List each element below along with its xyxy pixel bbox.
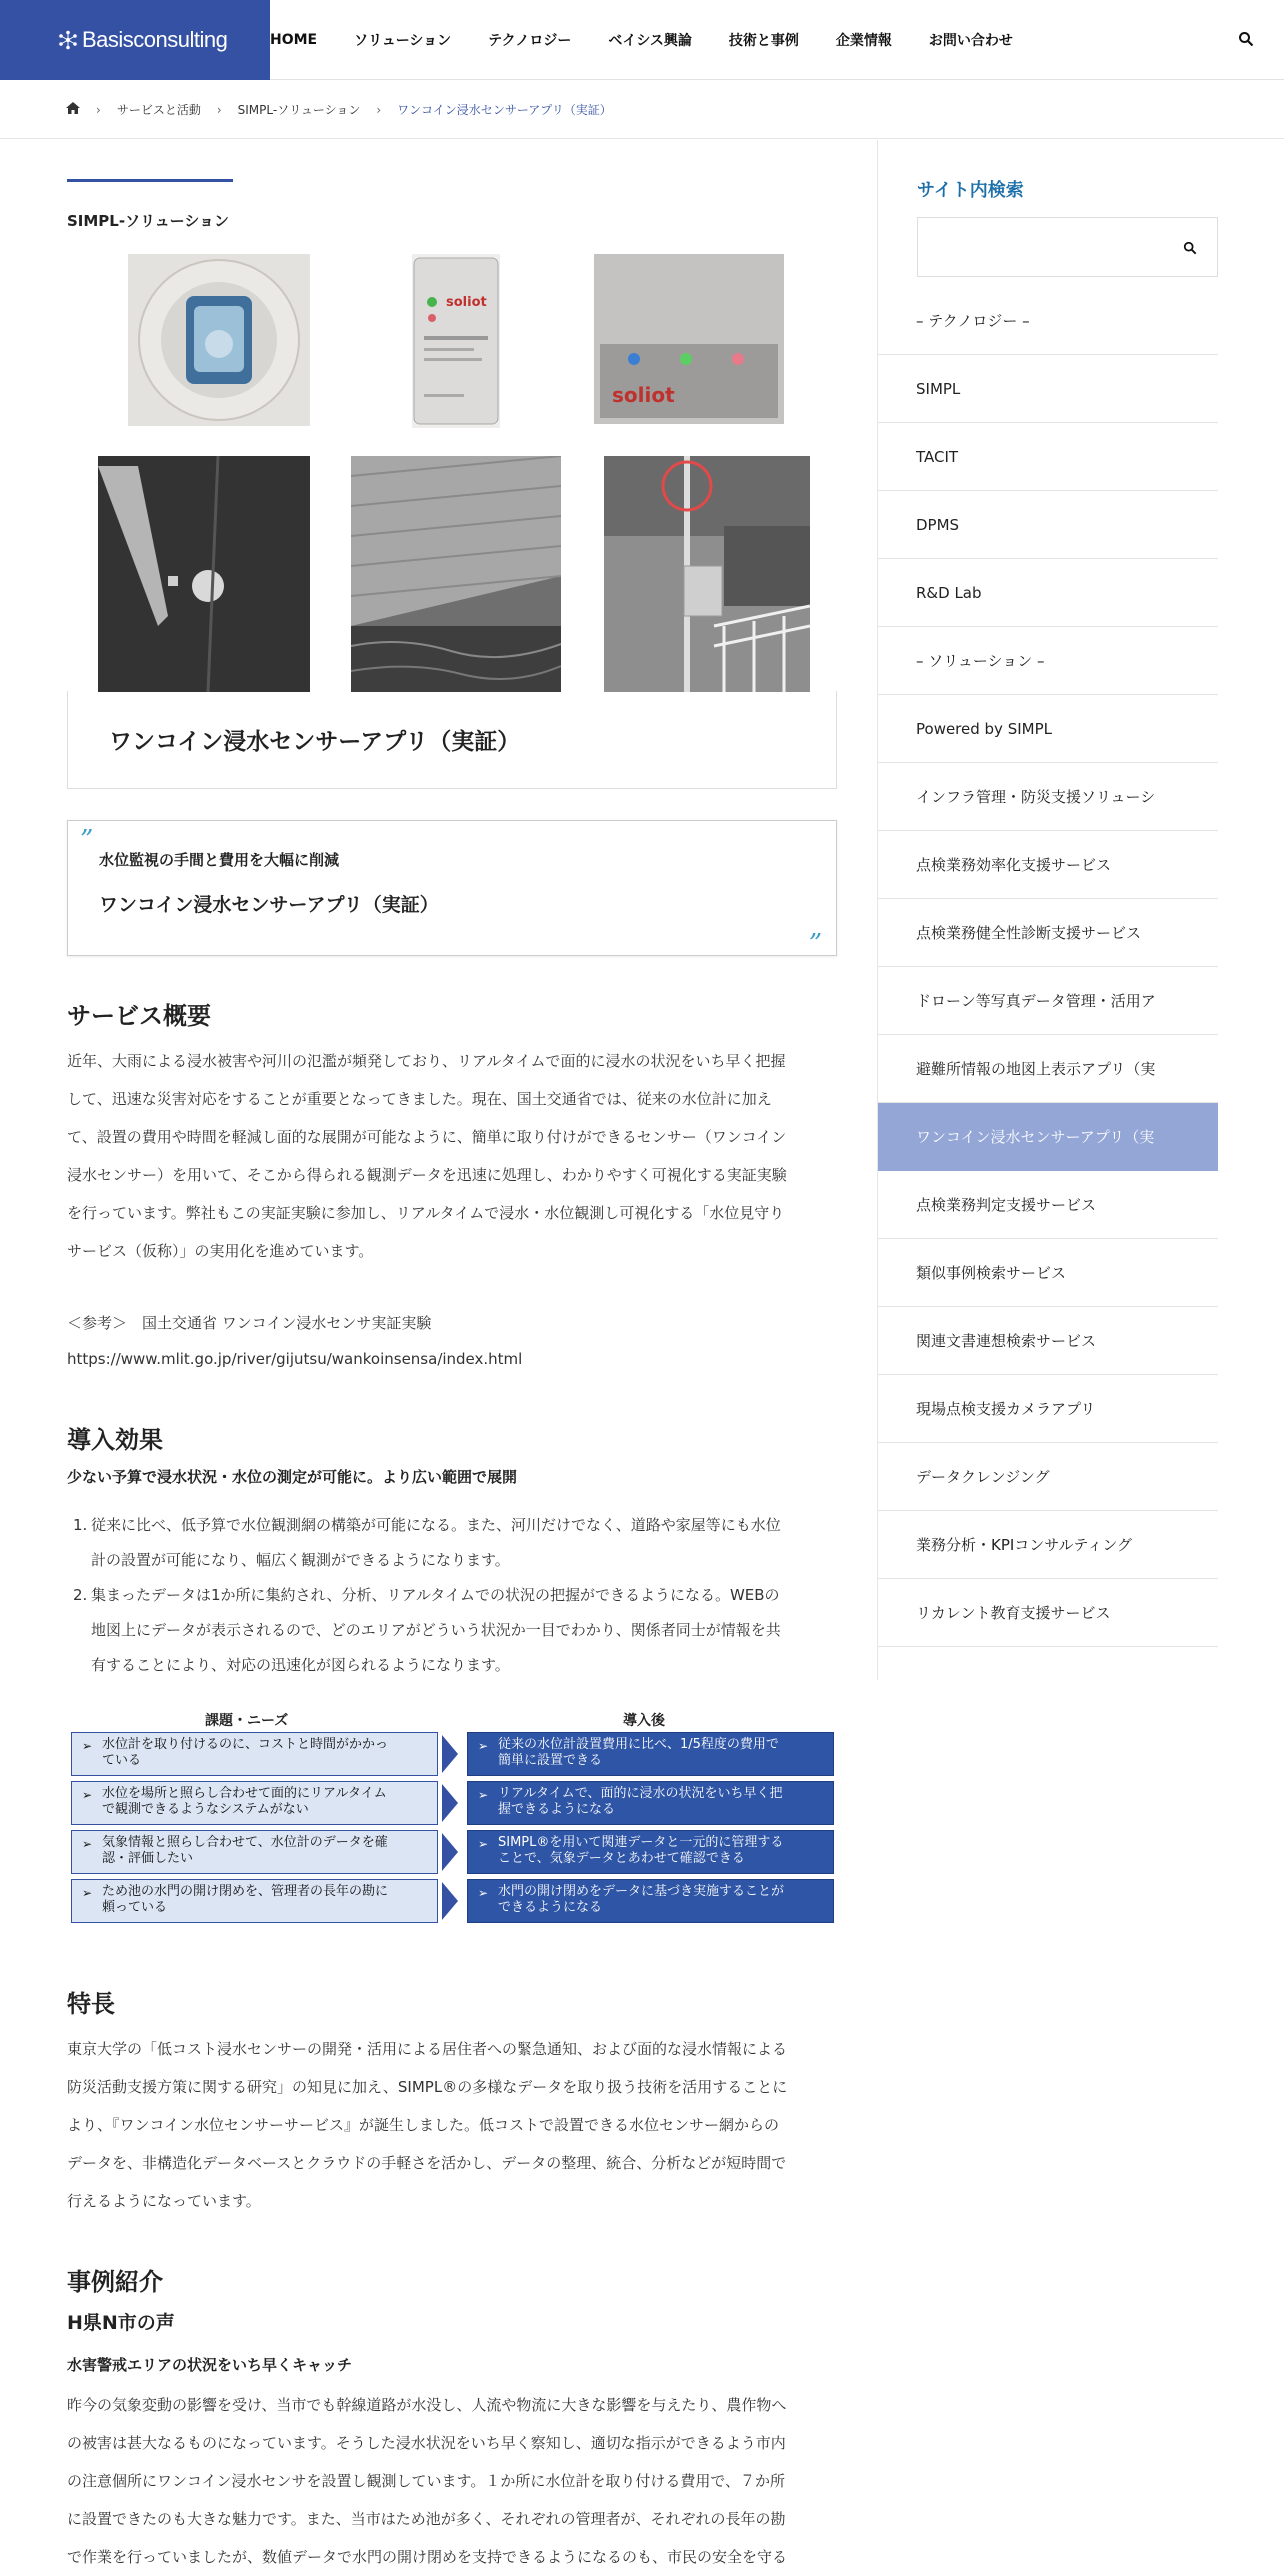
sidebar-item-infrastructure[interactable]: インフラ管理・防災支援ソリューシ [878,763,1218,831]
overview-line: サービス（仮称）」の実用化を進めています。 [67,1242,374,1260]
breadcrumb [0,81,1284,139]
overview-line: 近年、大雨による浸水被害や河川の氾濫が頻発しており、リアルタイムで面的に浸水の状況をいち早く把握 [67,1052,786,1070]
overview-line: を行っています。弊社もこの実証実験に参加し、リアルタイムで浸水・水位観測し可視化する「水位見守り [67,1204,785,1222]
breadcrumb-current: ワンコイン浸水センサーアプリ（実証） [397,103,612,117]
arrow-bullet-icon: ➢ [478,1837,489,1851]
title-accent-bar [67,179,233,182]
diagram-text: 簡単に設置できる [498,1753,603,1768]
sidebar-item-dpms[interactable]: DPMS [878,491,1218,559]
list-number: 1. [73,1516,88,1534]
photo-sensor-tag [412,254,500,428]
sidebar-item-flood-sensor[interactable]: ワンコイン浸水センサーアプリ（実 [878,1103,1218,1171]
cases-line: 昨今の気象変動の影響を受け、当市でも幹線道路が水没し、人流や物流に大きな影響を与えたり、農作物へ [67,2396,787,2414]
diagram-result-box [467,1879,834,1923]
chevron-right-icon: › [376,102,382,117]
sidebar-search-input[interactable] [917,217,1218,277]
diagram-issue-box [71,1830,438,1874]
arrow-bullet-icon: ➢ [478,1739,489,1753]
sidebar-search-title: サイト内検索 [917,180,1024,201]
features-line: データを、非構造化データベースとクラウドの手軽さを活かし、データの整理、統合、分析などが短時間で [67,2154,787,2172]
features-heading: 特長 [67,1990,115,2018]
before-after-diagram [67,1710,837,1930]
sidebar-item-drone-photo[interactable]: ドローン等写真データ管理・活用ア [878,967,1218,1035]
sidebar-menu [878,287,1218,1647]
sidebar [877,140,1217,1680]
cases-line: の被害は甚大なるものになっています。そうした浸水状況をいち早く察知し、適切な指示ができるよう市内 [67,2434,786,2452]
list-item [67,1578,837,1683]
site-header [0,0,1284,80]
diagram-text: できるようになる [498,1900,603,1915]
home-icon[interactable] [66,102,80,117]
main-content [67,140,837,2566]
sidebar-item-inspection-judgment[interactable]: 点検業務判定支援サービス [878,1171,1218,1239]
features-paragraph [67,2030,837,2220]
logo-text: Basisconsulting [82,27,228,52]
cases-line: に設置できたのも大きな魅力です。また、当市はため池が多く、それぞれの管理者が、それぞれの長年の勘 [67,2510,786,2528]
close-quote-mark: ” [808,929,822,959]
arrow-right-icon [442,1735,458,1773]
diagram-result-box [467,1830,834,1874]
diagram-text: 頼っている [102,1900,168,1915]
arrow-bullet-icon: ➢ [82,1837,93,1851]
open-quote-mark: ” [80,825,94,855]
diagram-text: 認・評価したい [102,1851,194,1866]
quote-subtitle: 水位監視の手間と費用を大幅に削減 [99,851,340,869]
list-line: 有することにより、対応の迅速化が図られるようになります。 [91,1656,510,1674]
overview-line: 浸水センサー）を用いて、そこから得られる観測データを迅速に処理し、わかりやすく可視化する実証実験 [67,1166,787,1184]
photo-sensor-round [128,254,310,426]
list-line: 従来に比べ、低予算で水位観測網の構築が可能になる。また、河川だけでなく、道路や家屋等にも水位 [91,1516,781,1534]
main-nav [270,0,1050,80]
effects-subheading: 少ない予算で浸水状況・水位の測定が可能に。より広い範囲で展開 [67,1468,518,1486]
hero-title-box [67,691,837,789]
cases-heading: 事例紹介 [67,2268,163,2296]
overview-line: て、設置の費用や時間を軽減し面的な展開が可能なように、簡単に取り付けができるセンサー（ワンコイン [67,1128,787,1146]
cases-line: の注意個所にワンコイン浸水センサを設置し観測しています。１か所に水位計を取り付ける費用で、７か所 [67,2472,786,2490]
sidebar-item-field-camera[interactable]: 現場点検支援カメラアプリ [878,1375,1218,1443]
arrow-bullet-icon: ➢ [478,1788,489,1802]
sidebar-item-shelter-map[interactable]: 避難所情報の地図上表示アプリ（実 [878,1035,1218,1103]
list-line: 計の設置が可能になり、幅広く観測ができるようになります。 [91,1551,510,1569]
svg-text:soliot: soliot [446,295,487,310]
cases-paragraph [67,2386,837,2576]
overview-paragraph [67,1042,837,1270]
diagram-text: SIMPL®を用いて関連データと一元的に管理する [498,1835,784,1850]
sidebar-item-powered-by-simpl[interactable]: Powered by SIMPL [878,695,1218,763]
nav-technology[interactable]: テクノロジー [488,33,572,49]
breadcrumb-services[interactable]: サービスと活動 [116,103,201,117]
diagram-text: 握できるようになる [498,1802,616,1817]
photo-gateway [594,254,784,424]
reference-label: ＜参考＞ 国土交通省 ワンコイン浸水センサ実証実験 [67,1314,432,1332]
overview-heading: サービス概要 [67,1002,211,1030]
features-line: より、『ワンコイン水位センサーサービス』が誕生しました。低コストで設置できる水位センサー網からの [67,2116,780,2134]
breadcrumb-simpl-solution[interactable]: SIMPL-ソリューション [237,103,361,117]
diagram-text: ている [102,1753,142,1768]
sidebar-item-related-document-search[interactable]: 関連文書連想検索サービス [878,1307,1218,1375]
arrow-right-icon [442,1882,458,1920]
sidebar-item-simpl[interactable]: SIMPL [878,355,1218,423]
list-line: 集まったデータは1か所に集約され、分析、リアルタイムでの状況の把握ができるようになる。WEBの [91,1586,780,1604]
diagram-text: 気象情報と照らし合わせて、水位計のデータを確 [102,1835,388,1850]
nav-contact[interactable]: お問い合わせ [928,33,1013,49]
site-logo[interactable] [0,0,270,80]
sidebar-item-kpi-consulting[interactable]: 業務分析・KPIコンサルティング [878,1511,1218,1579]
sidebar-item-solutions-header: – ソリューション – [878,627,1218,695]
diagram-text: 水位を場所と照らし合わせて面的にリアルタイム [102,1786,387,1801]
nav-tech-cases[interactable]: 技術と事例 [728,33,799,49]
quote-title: ワンコイン浸水センサーアプリ（実証） [99,894,439,916]
arrow-right-icon [442,1784,458,1822]
effects-heading: 導入効果 [67,1426,163,1454]
features-line: 東京大学の「低コスト浸水センサーの開発・活用による居住者への緊急通知、および面的な浸水情報による [67,2040,788,2058]
diagram-text: ことで、気象データとあわせて確認できる [498,1851,745,1866]
diagram-text: リアルタイムで、面的に浸水の状況をいち早く把 [498,1786,783,1801]
arrow-bullet-icon: ➢ [478,1886,489,1900]
diagram-text: 従来の水位計設置費用に比べ、1/5程度の費用で [498,1737,779,1752]
overview-line: して、迅速な災害対応をすることが重要となってきました。現在、国土交通省では、従来の水位計に加え [67,1090,772,1108]
list-line: 地図上にデータが表示されるので、どのエリアがどういう状況か一目でわかり、関係者同士が情報を共 [91,1621,781,1639]
diagram-text: ため池の水門の開け閉めを、管理者の長年の勘に [102,1884,389,1899]
chevron-right-icon: › [216,102,222,117]
diagram-left-header: 課題・ニーズ [205,1713,289,1729]
diagram-result-box [467,1732,834,1776]
nav-company[interactable]: 企業情報 [835,33,892,49]
cases-tagline: 水害警戒エリアの状況をいち早くキャッチ [67,2356,353,2374]
features-line: 防災活動支援方策に関する研究」の知見に加え、SIMPL®の多様なデータを取り扱う技術を活用することに [67,2078,788,2096]
nav-basis-opinion[interactable]: ベイシス興論 [608,33,692,49]
photo-asphalt-sensor [98,456,310,692]
sidebar-item-tacit[interactable]: TACIT [878,423,1218,491]
logo-mark-icon [58,30,78,50]
search-icon[interactable] [1183,240,1199,256]
arrow-bullet-icon: ➢ [82,1788,93,1802]
svg-text:soliot: soliot [612,383,675,407]
diagram-text: で観測できるようなシステムがない [102,1802,309,1817]
arrow-bullet-icon: ➢ [82,1886,93,1900]
category-label: SIMPL-ソリューション [67,212,230,230]
reference-link[interactable]: https://www.mlit.go.jp/river/gijutsu/wankoinsensa/index.html [67,1350,523,1368]
nav-solutions[interactable]: ソリューション [354,33,452,49]
diagram-issue-box [71,1781,438,1825]
arrow-bullet-icon: ➢ [82,1739,93,1753]
sidebar-item-similar-case-search[interactable]: 類似事例検索サービス [878,1239,1218,1307]
diagram-text: 水位計を取り付けるのに、コストと時間がかかっ [102,1737,389,1752]
cases-line: で作業を行っていましたが、数値データで水門の開け閉めを支持できるようになるのも、市民の安全を守る [67,2548,788,2566]
effects-list [67,1508,837,1683]
cases-subheading: H県N市の声 [67,2312,175,2334]
photo-riverbank [351,456,561,692]
sidebar-item-technology-header: – テクノロジー – [878,287,1218,355]
diagram-issue-box [71,1732,438,1776]
search-icon[interactable] [1238,31,1254,47]
arrow-right-icon [442,1833,458,1871]
sidebar-item-inspection-efficiency[interactable]: 点検業務効率化支援サービス [878,831,1218,899]
diagram-right-header: 導入後 [623,1713,665,1729]
sidebar-item-rd-lab[interactable]: R&D Lab [878,559,1218,627]
sidebar-item-inspection-diagnosis[interactable]: 点検業務健全性診断支援サービス [878,899,1218,967]
lead-quote-box [67,820,837,959]
sidebar-item-recurrent-education[interactable]: リカレント教育支援サービス [878,1579,1218,1647]
diagram-text: 水門の開け閉めをデータに基づき実施することが [498,1884,785,1899]
features-line: 行えるようになっています。 [67,2192,261,2210]
list-item [67,1508,837,1578]
diagram-issue-box [71,1879,438,1923]
sidebar-item-data-cleansing[interactable]: データクレンジング [878,1443,1218,1511]
diagram-result-box [467,1781,834,1825]
list-number: 2. [73,1586,88,1604]
hero-title: ワンコイン浸水センサーアプリ（実証） [109,729,521,755]
chevron-right-icon: › [96,102,101,117]
photo-water-gauge-pole [604,456,810,692]
nav-home[interactable]: HOME [270,32,318,48]
